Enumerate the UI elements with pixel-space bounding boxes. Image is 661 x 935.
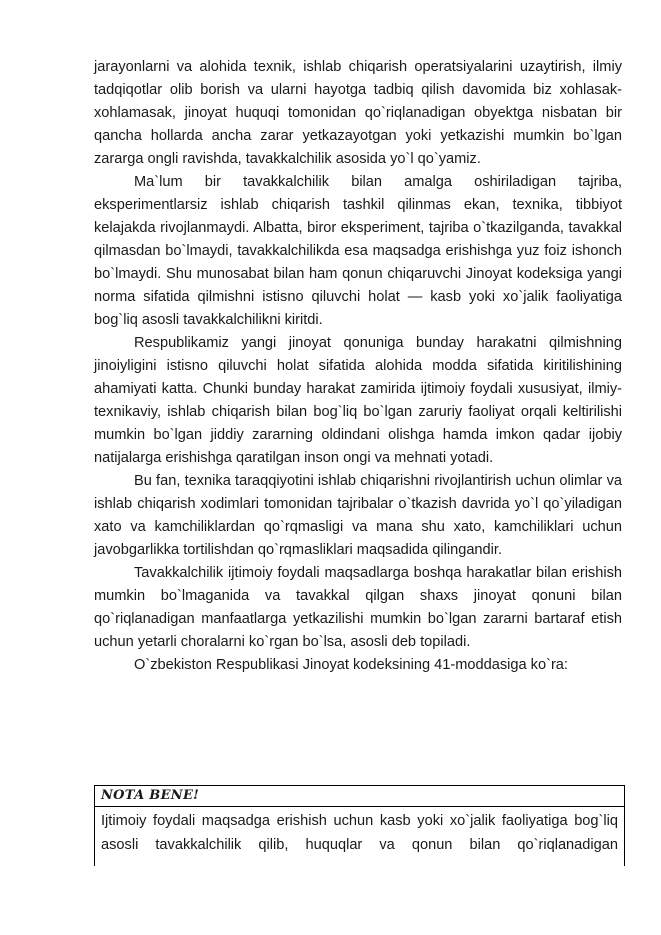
paragraph-5: Tavakkalchilik ijtimoiy foydali maqsadlarga boshqa harakatlar bilan erishish mumkin bo`lmaganida va tavakkal qilgan shaxs jinoyat qonuni bilan qo`riqlanadigan manfaatlarga yetkazilishi mumkin bo`lgan zararni bartaraf etish uchun yetarli choralarni ko`rgan bo`lsa, asosli deb topiladi. xyxy=(94,565,622,650)
paragraph-2: Ma`lum bir tavakkalchilik bilan amalga oshiriladigan tajriba, eksperimentlarsiz ishlab chiqarish tashkil qilinmas ekan, texnika, tibbiyot kelajakda rivojlanmaydi. Albatta, biror eksperiment, tajriba o`tkazilganda, tavakkal qilmasdan bo`lmaydi, tavakkalchilikda esa maqsadga erishishga yuz foiz ishonch bo`lmaydi. Shu munosabat bilan ham qonun chiqaruvchi Jinoyat kodeksiga yangi norma sifatida qilmishni istisno qiluvchi holat — kasb yoki xo`jalik faoliyatiga bog`liq asosli tavakkalchilikni kiritdi. xyxy=(94,174,622,328)
paragraph-6: O`zbekiston Respublikasi Jinoyat kodeksining 41-moddasiga ko`ra: xyxy=(134,657,568,673)
nota-bene-heading: NOTA BENE! xyxy=(95,786,624,807)
document-body xyxy=(94,56,622,677)
paragraph-1: jarayonlarni va alohida texnik, ishlab chiqarish operatsiyalarini uzaytirish, ilmiy tadqiqotlar olib borish va ularni hayotga tadbiq qilish davomida biz xohlasak-xohlamasak, jinoyat huquqi tomonidan qo`riqlanadigan obyektga nisbatan bir qancha hollarda ancha zarar yetkazayotgan yoki yetkazishi mumkin bo`lgan zararga ongli ravishda, tavakkalchilik asosida yo`l qo`yamiz. xyxy=(94,59,622,167)
paragraph-3: Respublikamiz yangi jinoyat qonuniga bunday harakatni qilmishning jinoiyligini istisno qiluvchi holat sifatida alohida modda sifatida kiritilishining ahamiyati katta. Chunki bunday harakat zamirida ijtimoiy foydali xususiyat, ilmiy-texnikaviy, ishlab chiqarish bilan bog`liq bo`lgan zaruriy faoliyat orqali keltirilishi mumkin bo`lgan jiddiy zararning oldindani olishga hamda imkon qadar ijobiy natijalarga erishishga qaratilgan inson ongi va mehnati yotadi. xyxy=(94,335,622,466)
paragraph-4: Bu fan, texnika taraqqiyotini ishlab chiqarishni rivojlantirish uchun olimlar va ishlab chiqarish xodimlari tomonidan tajribalar o`tkazish davrida yo`l qo`yiladigan xato va kamchiliklardan qo`rqmasligi va mana shu xato, kamchiliklari uchun javobgarlikka tortilishdan qo`rqmasliklari maqsadida qilingandir. xyxy=(94,473,622,558)
nota-bene-text: Ijtimoiy foydali maqsadga erishish uchun kasb yoki xo`jalik faoliyatiga bog`liq asosli tavakkalchilik qilib, huquqlar va qonun bilan qo`riqlanadigan xyxy=(101,813,618,853)
nota-bene-box xyxy=(94,785,625,866)
